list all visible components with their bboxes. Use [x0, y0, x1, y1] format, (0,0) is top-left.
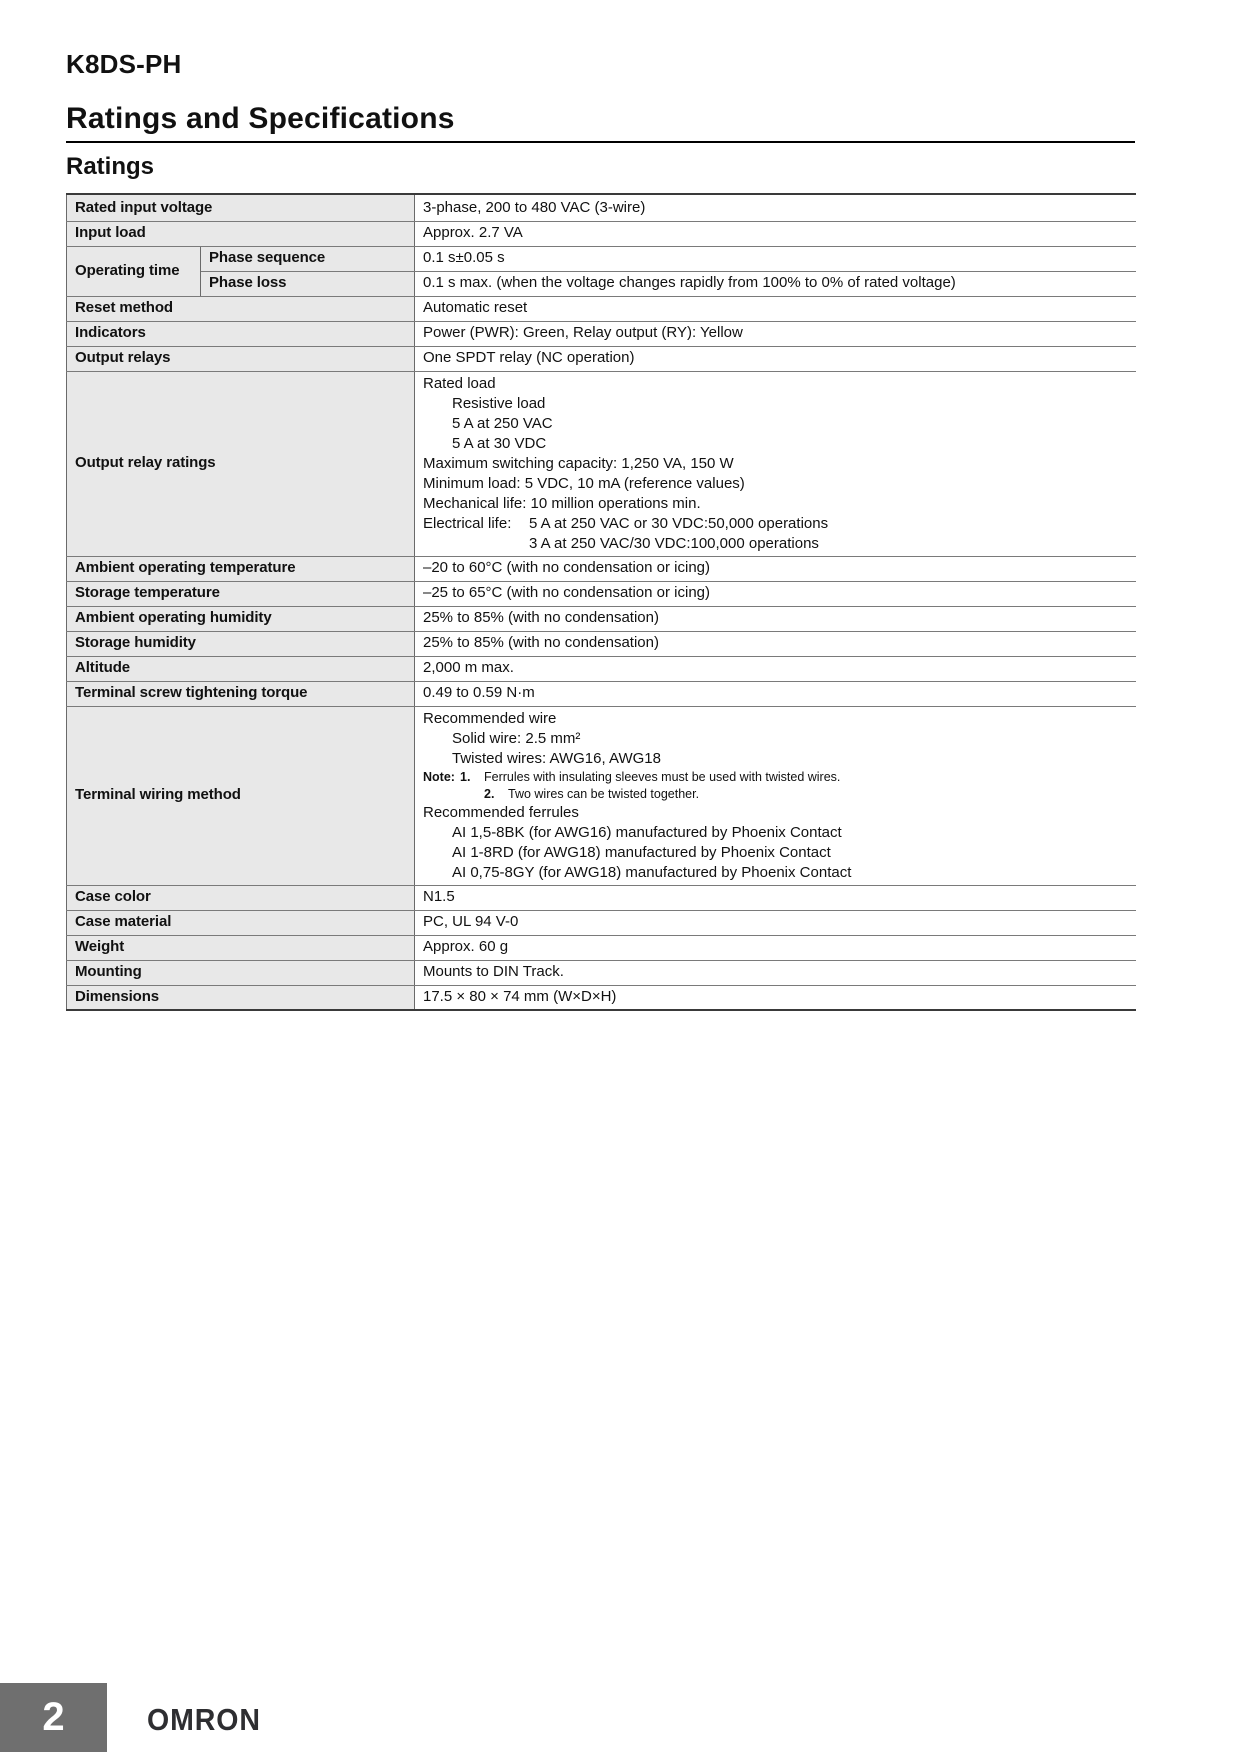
table-row [67, 581, 1136, 606]
relay-resistive-load: Resistive load [452, 394, 546, 412]
table-row [67, 910, 1136, 935]
note-2-number: 2. [484, 786, 495, 801]
spec-label: Case material [67, 910, 415, 935]
relay-max-switching: Maximum switching capacity: 1,250 VA, 150 W [423, 454, 734, 472]
spec-value: 3-phase, 200 to 480 VAC (3-wire) [415, 194, 1136, 221]
spec-label: Altitude [67, 656, 415, 681]
relay-elec-life [423, 514, 1128, 534]
table-row [67, 606, 1136, 631]
spec-value: Approx. 60 g [415, 935, 1136, 960]
table-row [67, 631, 1136, 656]
spec-sublabel: Phase sequence [201, 246, 415, 271]
table-row [67, 681, 1136, 706]
spec-value: 2,000 m max. [415, 656, 1136, 681]
wiring-ferrule-2: AI 1-8RD (for AWG18) manufactured by Phoenix Contact [452, 843, 831, 861]
table-row [67, 985, 1136, 1010]
spec-label: Storage humidity [67, 631, 415, 656]
wiring-note-1 [423, 769, 1128, 786]
table-row [67, 271, 1136, 296]
section-title-ratings: Ratings [66, 153, 155, 181]
spec-value: 0.1 s±0.05 s [415, 246, 1136, 271]
table-row [67, 960, 1136, 985]
table-row [67, 371, 1136, 556]
spec-value: –20 to 60°C (with no condensation or icing) [415, 556, 1136, 581]
relay-mech-life: Mechanical life: 10 million operations min. [423, 494, 701, 512]
spec-value: Power (PWR): Green, Relay output (RY): Yellow [415, 321, 1136, 346]
spec-label: Dimensions [67, 985, 415, 1010]
relay-elec-life-line1: 5 A at 250 VAC or 30 VDC:50,000 operations [529, 514, 829, 532]
note-label: Note: [423, 769, 455, 784]
relay-load-vac: 5 A at 250 VAC [452, 414, 553, 432]
ratings-table [66, 193, 1136, 1011]
table-row [67, 296, 1136, 321]
note-2-text: Two wires can be twisted together. [508, 786, 700, 801]
note-1-text: Ferrules with insulating sleeves must be used with twisted wires. [484, 769, 841, 784]
relay-min-load: Minimum load: 5 VDC, 10 mA (reference values) [423, 474, 745, 492]
table-row [67, 556, 1136, 581]
spec-value: 0.49 to 0.59 N·m [415, 681, 1136, 706]
spec-label: Indicators [67, 321, 415, 346]
wiring-twisted-wires: Twisted wires: AWG16, AWG18 [452, 749, 661, 767]
wiring-ferrule-3: AI 0,75-8GY (for AWG18) manufactured by Phoenix Contact [452, 863, 852, 881]
title-divider [66, 141, 1135, 143]
spec-label: Terminal wiring method [67, 706, 415, 885]
spec-label: Operating time [67, 246, 201, 296]
page-number-box [0, 1683, 107, 1752]
table-row [67, 706, 1136, 885]
table-row [67, 935, 1136, 960]
spec-value: Approx. 2.7 VA [415, 221, 1136, 246]
spec-value-output-relay-ratings [415, 371, 1136, 556]
spec-value: 25% to 85% (with no condensation) [415, 631, 1136, 656]
table-row [67, 346, 1136, 371]
page-number: 2 [42, 1695, 65, 1739]
wiring-recommended-ferrules: Recommended ferrules [423, 803, 579, 821]
spec-sublabel: Phase loss [201, 271, 415, 296]
datasheet-page [66, 0, 1135, 1011]
spec-value: One SPDT relay (NC operation) [415, 346, 1136, 371]
page-title: Ratings and Specifications [66, 101, 455, 135]
wiring-solid-wire: Solid wire: 2.5 mm² [452, 729, 581, 747]
table-row [67, 221, 1136, 246]
spec-label: Storage temperature [67, 581, 415, 606]
spec-label: Ambient operating temperature [67, 556, 415, 581]
table-row [67, 885, 1136, 910]
spec-label: Reset method [67, 296, 415, 321]
spec-value: 25% to 85% (with no condensation) [415, 606, 1136, 631]
spec-label: Case color [67, 885, 415, 910]
relay-elec-life-label: Electrical life: [423, 514, 512, 532]
table-row [67, 321, 1136, 346]
omron-logo: OMRON [147, 1702, 261, 1737]
spec-value: 0.1 s max. (when the voltage changes rapidly from 100% to 0% of rated voltage) [415, 271, 1136, 296]
spec-label: Weight [67, 935, 415, 960]
table-row [67, 246, 1136, 271]
spec-label: Mounting [67, 960, 415, 985]
spec-label: Rated input voltage [67, 194, 415, 221]
spec-label: Output relay ratings [67, 371, 415, 556]
table-row [67, 656, 1136, 681]
relay-rated-load: Rated load [423, 374, 496, 392]
spec-label: Input load [67, 221, 415, 246]
model-title: K8DS-PH [66, 49, 182, 79]
spec-label: Ambient operating humidity [67, 606, 415, 631]
wiring-note-2 [423, 786, 1128, 803]
spec-label: Output relays [67, 346, 415, 371]
spec-value: –25 to 65°C (with no condensation or icing) [415, 581, 1136, 606]
spec-value: Automatic reset [415, 296, 1136, 321]
spec-value-terminal-wiring [415, 706, 1136, 885]
note-1-number: 1. [460, 769, 471, 784]
spec-value: Mounts to DIN Track. [415, 960, 1136, 985]
wiring-ferrule-1: AI 1,5-8BK (for AWG16) manufactured by Phoenix Contact [452, 823, 842, 841]
wiring-recommended-wire: Recommended wire [423, 709, 557, 727]
spec-value: N1.5 [415, 885, 1136, 910]
relay-elec-life-line2: 3 A at 250 VAC/30 VDC:100,000 operations [529, 534, 819, 552]
relay-load-vdc: 5 A at 30 VDC [452, 434, 547, 452]
table-row [67, 194, 1136, 221]
spec-value: 17.5 × 80 × 74 mm (W×D×H) [415, 985, 1136, 1010]
spec-label: Terminal screw tightening torque [67, 681, 415, 706]
spec-value: PC, UL 94 V-0 [415, 910, 1136, 935]
